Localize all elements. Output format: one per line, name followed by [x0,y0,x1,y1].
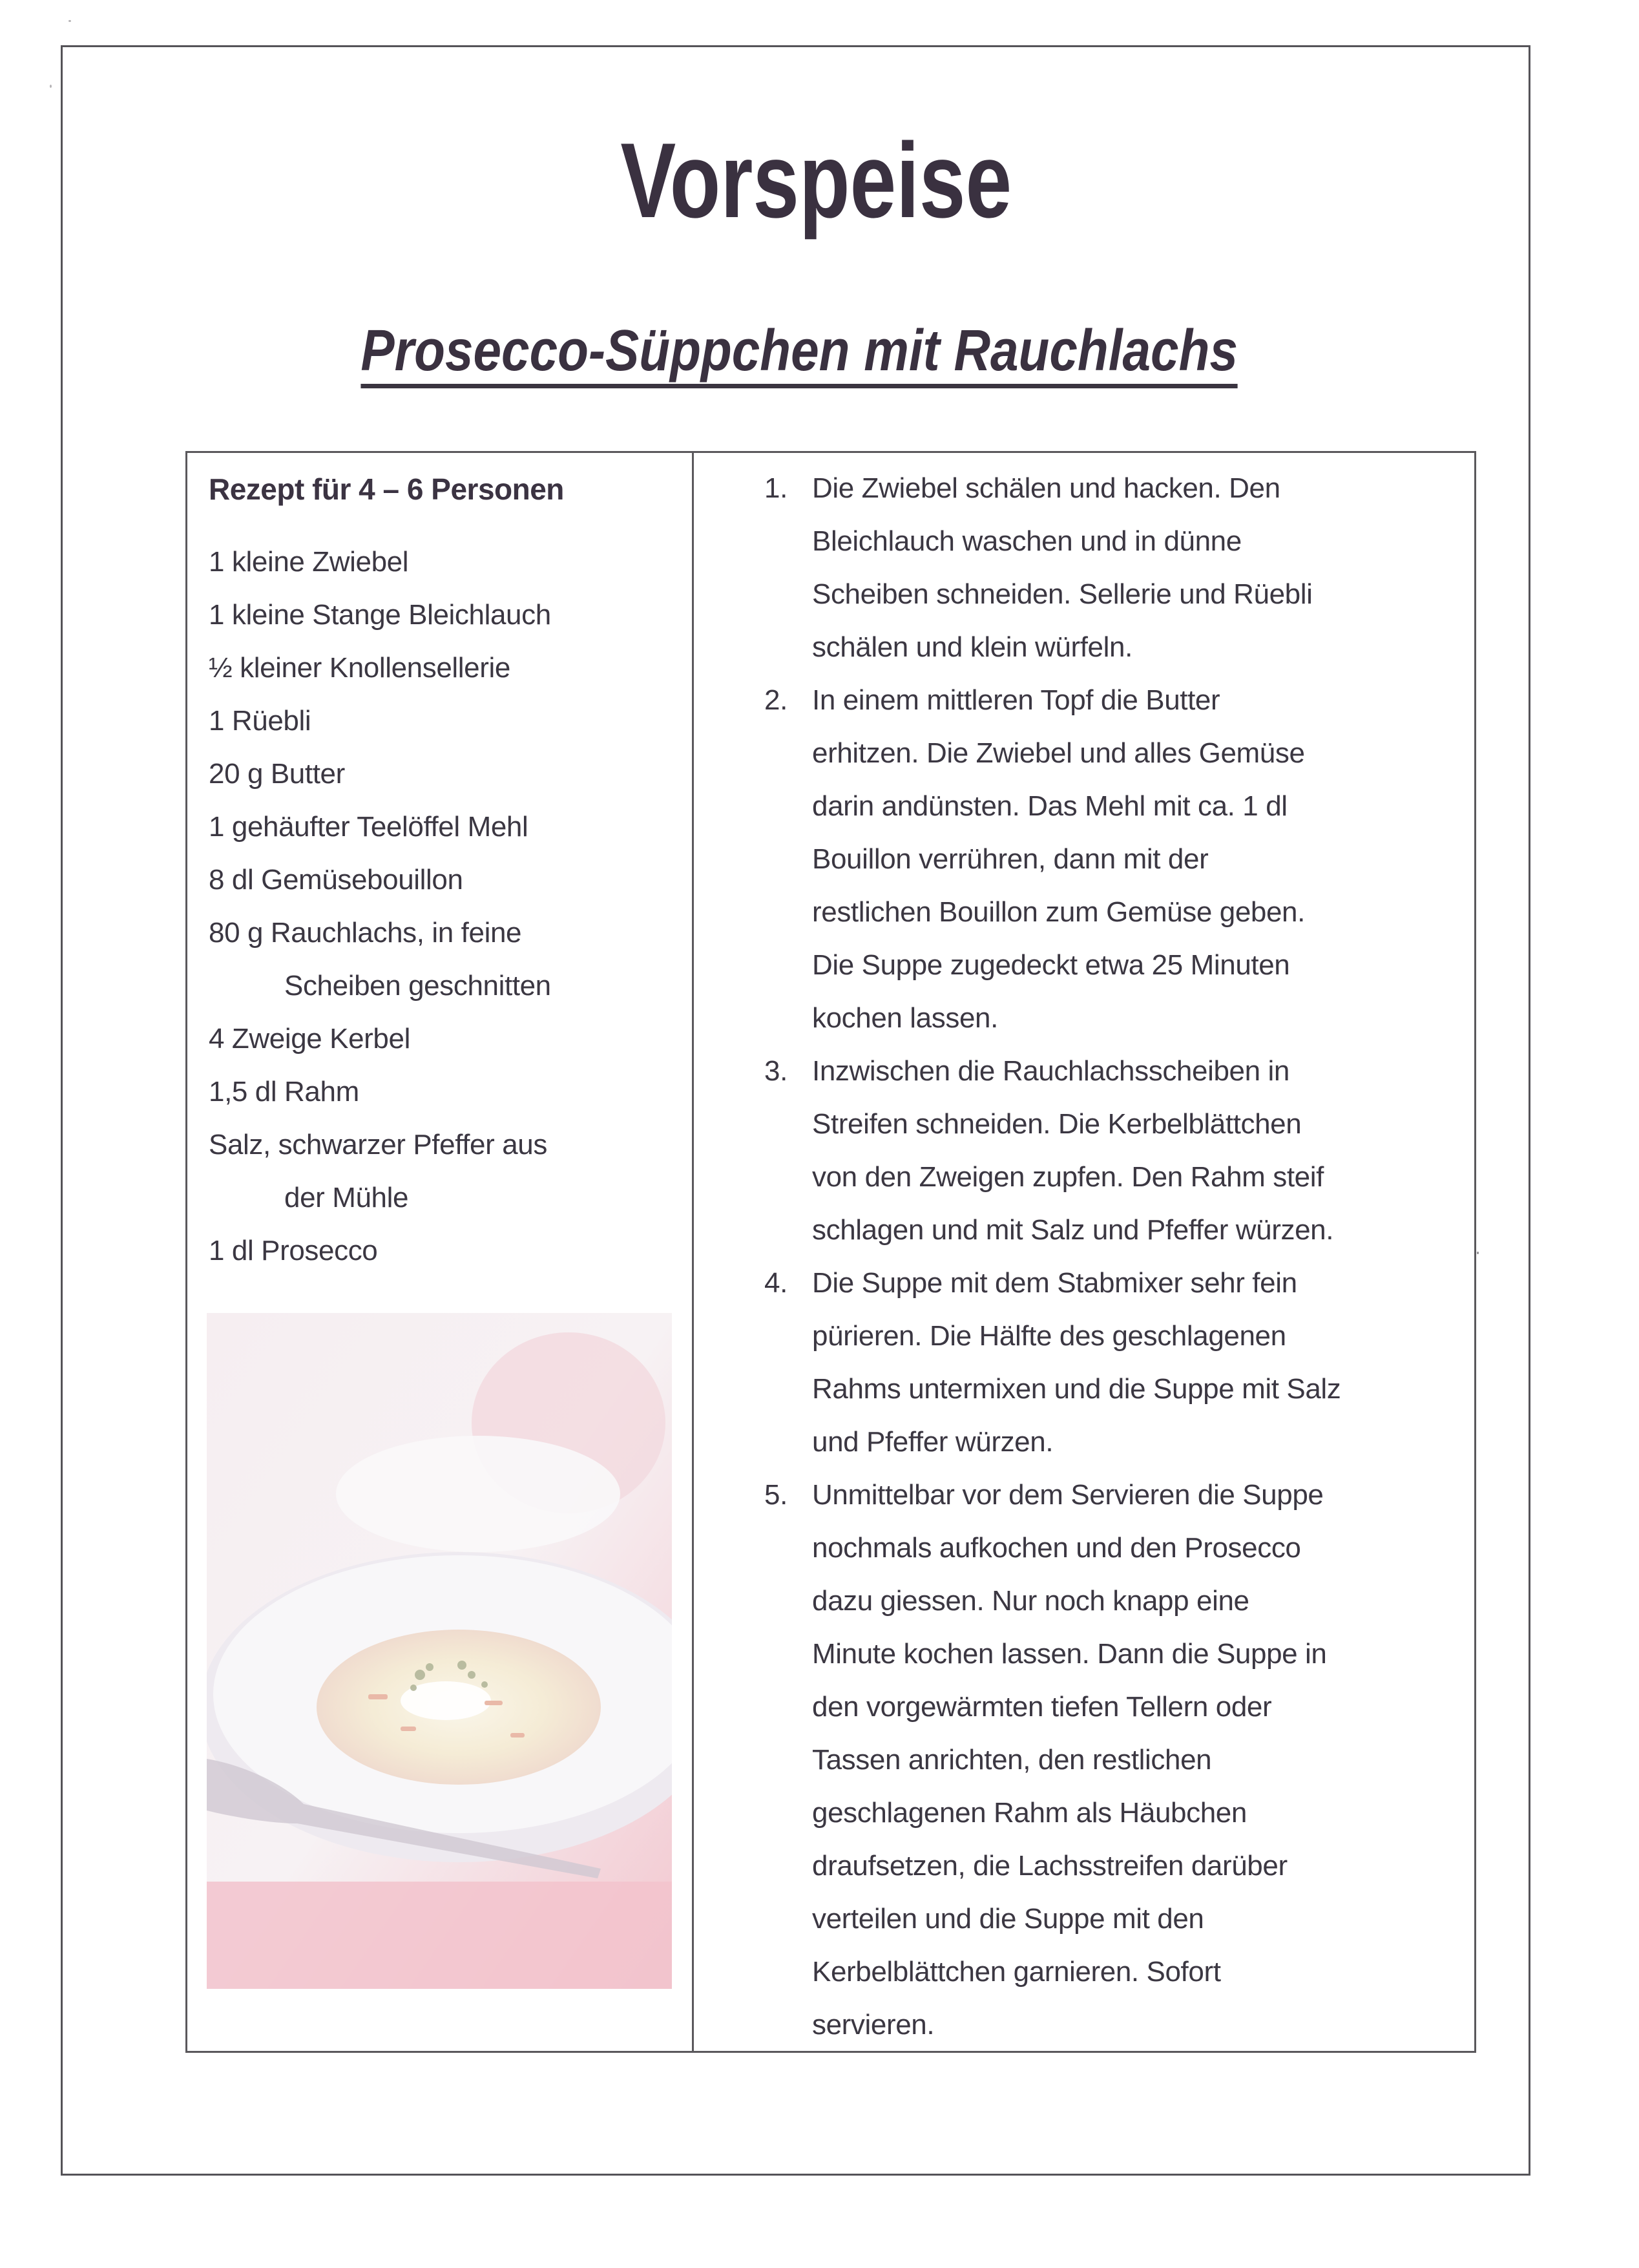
ingredient-item: Salz, schwarzer Pfeffer aus [209,1129,547,1160]
step-text: Inzwischen die Rauchlachsscheiben in [812,1055,1289,1087]
ingredient-item: 1 kleine Stange Bleichlauch [209,599,551,631]
step-text: von den Zweigen zupfen. Den Rahm steif [812,1161,1324,1193]
step-text: restlichen Bouillon zum Gemüse geben. [812,896,1305,928]
step-text: Kerbelblättchen garnieren. Sofort [812,1956,1221,1988]
servings-heading: Rezept für 4 – 6 Personen [209,472,564,506]
step-text: Tassen anrichten, den restlichen [812,1744,1212,1776]
step-text: darin andünsten. Das Mehl mit ca. 1 dl [812,790,1288,822]
recipe-title: Prosecco-Süppchen mit Rauchlachs [360,322,1238,388]
step-text: verteilen und die Suppe mit den [812,1903,1204,1935]
step-text: Bouillon verrühren, dann mit der [812,843,1209,875]
step-number: 1. [764,472,788,504]
ingredient-item: 1 kleine Zwiebel [209,546,409,578]
ingredient-item: 80 g Rauchlachs, in feine [209,917,522,949]
photo-highlight [336,1436,620,1552]
scan-speck [68,20,71,22]
step-text: und Pfeffer würzen. [812,1426,1054,1458]
ingredient-item: 1 dl Prosecco [209,1235,378,1266]
ingredient-item: 4 Zweige Kerbel [209,1023,410,1055]
step-number: 5. [764,1479,788,1511]
step-text: Die Suppe mit dem Stabmixer sehr fein [812,1267,1297,1299]
step-text: Scheiben schneiden. Sellerie und Rüebli [812,578,1313,610]
ingredient-item: 20 g Butter [209,758,345,790]
step-text: Streifen schneiden. Die Kerbelblättchen [812,1108,1302,1140]
step-text: Bleichlauch waschen und in dünne [812,525,1242,557]
step-text: Unmittelbar vor dem Servieren die Suppe [812,1479,1324,1511]
step-text: Die Zwiebel schälen und hacken. Den [812,472,1280,504]
soup-photo [207,1313,672,1989]
tablecloth [207,1882,672,1989]
step-text: Rahms untermixen und die Suppe mit Salz [812,1373,1341,1405]
recipe-title-wrap [0,319,1598,388]
ingredient-item: 8 dl Gemüsebouillon [209,864,463,896]
ingredient-item: 1 Rüebli [209,705,311,737]
column-divider [692,451,694,2053]
step-text: schlagen und mit Salz und Pfeffer würzen. [812,1214,1334,1246]
ingredients-list [209,536,551,1277]
page-title [0,121,1639,240]
page-title-text: Vorspeise [620,121,1012,240]
step-text: nochmals aufkochen und den Prosecco [812,1532,1301,1564]
step-text: schälen und klein würfeln. [812,631,1133,663]
step-text: dazu giessen. Nur noch knapp eine [812,1585,1249,1617]
ingredient-item: 1 gehäufter Teelöffel Mehl [209,811,528,843]
step-text: draufsetzen, die Lachsstreifen darüber [812,1850,1288,1882]
step-number: 2. [764,684,788,716]
ingredient-item-continuation: Scheiben geschnitten [284,970,551,1002]
step-text: den vorgewärmten tiefen Tellern oder [812,1691,1272,1723]
step-text: kochen lassen. [812,1002,998,1034]
step-text: erhitzen. Die Zwiebel und alles Gemüse [812,737,1305,769]
step-number: 4. [764,1267,788,1299]
step-text: Minute kochen lassen. Dann die Suppe in [812,1638,1327,1670]
step-text: In einem mittleren Topf die Butter [812,684,1220,716]
step-text: geschlagenen Rahm als Häubchen [812,1797,1247,1829]
ingredient-item: 1,5 dl Rahm [209,1076,359,1108]
step-text: Die Suppe zugedeckt etwa 25 Minuten [812,949,1290,981]
ingredient-item: ½ kleiner Knollensellerie [209,652,510,684]
ingredient-item-continuation: der Mühle [284,1182,409,1213]
step-number: 3. [764,1055,788,1087]
step-text: pürieren. Die Hälfte des geschlagenen [812,1320,1286,1352]
soup-plate-icon [207,1313,672,1989]
step-text: servieren. [812,2009,935,2041]
scan-speck [50,85,52,88]
